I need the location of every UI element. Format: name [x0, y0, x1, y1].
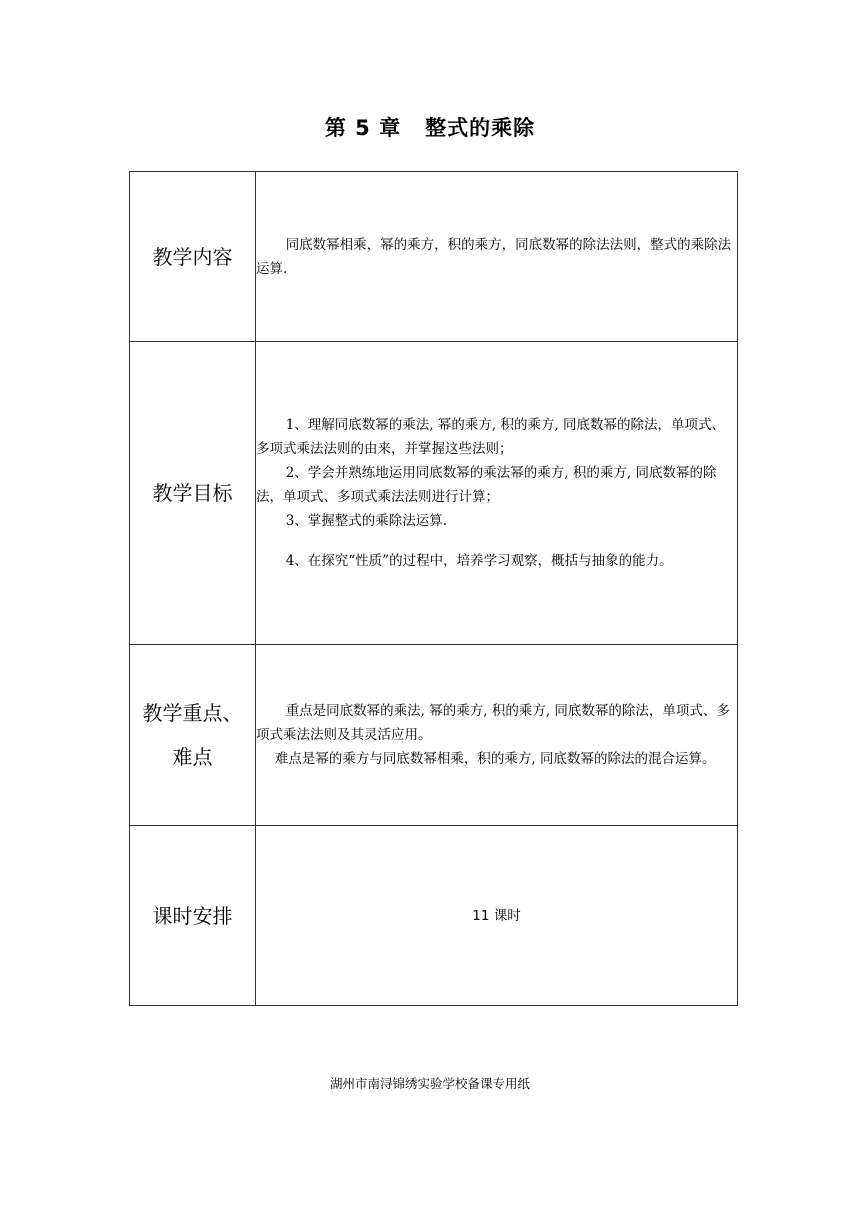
lesson-plan-table [129, 171, 738, 1006]
difficult-point-paragraph: 难点是幂的乘方与同底数幂相乘，积的乘方, 同底数幂的除法的混合运算。 [274, 751, 716, 767]
row-body-keypoints [256, 645, 738, 826]
objective-1: 1、理解同底数幂的乘法, 幂的乘方, 积的乘方, 同底数幂的除法，单项式、多项式乘法法则的由来，并掌握这些法则； [256, 417, 726, 457]
row-body-objectives [256, 342, 738, 645]
key-point-paragraph: 重点是同底数幂的乘法, 幂的乘方, 积的乘方, 同底数幂的除法，单项式、多项式乘法法则及其灵活应用。 [256, 703, 730, 743]
chapter-name: 整式的乘除 [425, 116, 536, 140]
class-hours-value: 11 课时 [256, 826, 738, 1006]
content-paragraph: 同底数幂相乘，幂的乘方，积的乘方，同底数幂的除法法则，整式的乘除法运算. [256, 236, 732, 277]
row-label-content: 教学内容 [130, 172, 256, 342]
page-footer: 湖州市南浔锦绣实验学校备课专用纸 [329, 1076, 530, 1091]
page-title [0, 112, 860, 142]
row-label-keypoints [130, 645, 256, 826]
keypoints-label-line1: 教学重点、 [142, 701, 243, 725]
table-row-schedule [130, 826, 738, 1006]
table-row-objectives [130, 342, 738, 645]
table-row-keypoints [130, 645, 738, 826]
keypoints-label-line2: 难点 [172, 745, 213, 769]
row-body-content [256, 172, 738, 342]
row-label-objectives: 教学目标 [130, 342, 256, 645]
objective-4: 4、在探究“性质”的过程中，培养学习观察，概括与抽象的能力。 [285, 553, 673, 569]
row-label-schedule: 课时安排 [130, 826, 256, 1006]
objective-3: 3、掌握整式的乘除法运算. [285, 513, 448, 529]
chapter-number: 第 5 章 [324, 116, 402, 140]
table-row-content [130, 172, 738, 342]
objective-2: 2、学会并熟练地运用同底数幂的乘法幂的乘方, 积的乘方, 同底数幂的除法，单项式、多项式乘法法则进行计算； [256, 465, 717, 505]
